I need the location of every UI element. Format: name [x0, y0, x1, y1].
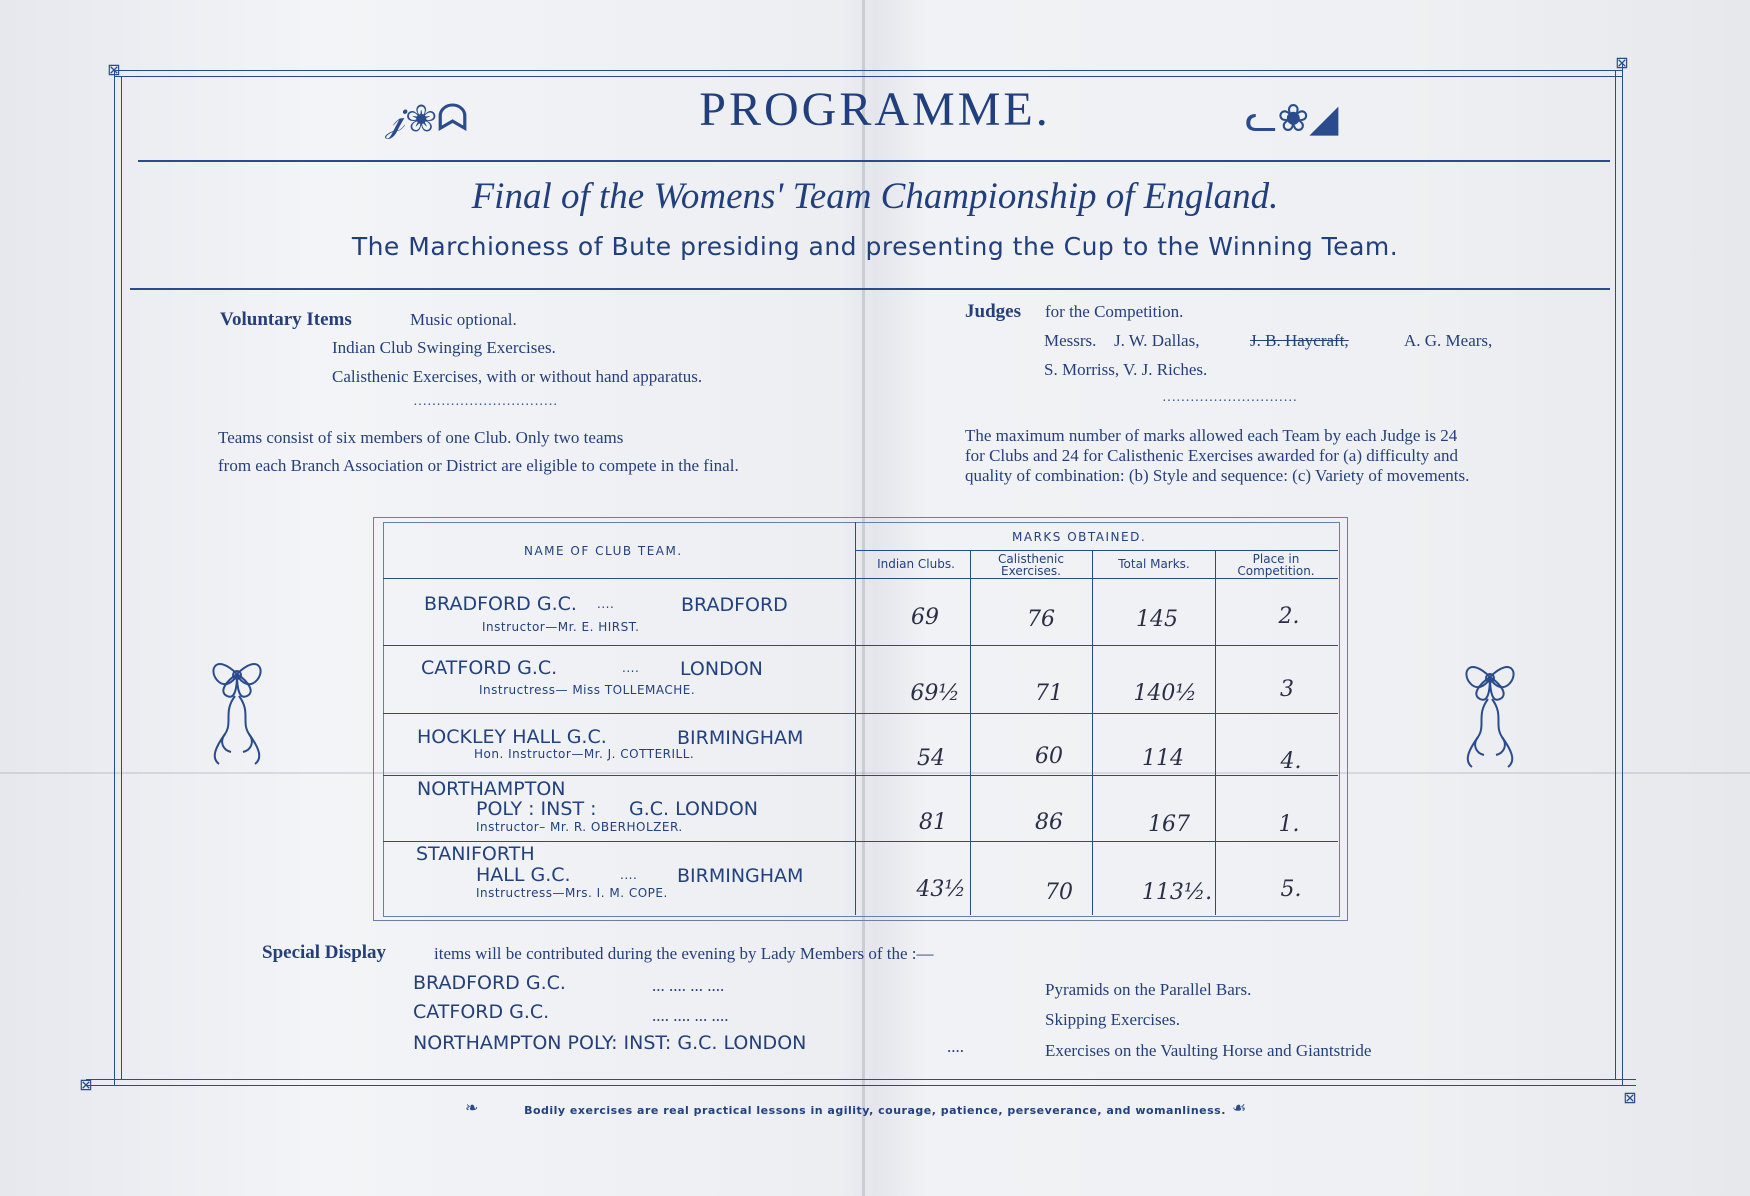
display-activity: Exercises on the Vaulting Horse and Giantstride [1045, 1041, 1372, 1060]
teams-rule-line: Teams consist of six members of one Club. Only two teams [218, 428, 624, 447]
flourish-left-icon: 𝒿❀ᗣ [385, 96, 469, 140]
calisthenic-mark: 76 [1027, 607, 1055, 632]
separator-dots: .... [947, 1037, 964, 1056]
special-display-intro: items will be contributed during the evening by Lady Members of the :— [434, 944, 934, 963]
instructor: Instructress— Miss TOLLEMACHE. [479, 683, 696, 697]
marks-header-rule [855, 550, 1338, 551]
subtitle-rule [130, 288, 1610, 290]
row-divider [383, 841, 1338, 842]
voluntary-heading: Voluntary Items [220, 309, 352, 330]
separator-dots: ... .... ... .... [652, 976, 725, 995]
dotted-divider: ····························· [1162, 394, 1298, 409]
voluntary-item: Calisthenic Exercises, with or without hand apparatus. [332, 367, 703, 386]
instructor: Hon. Instructor—Mr. J. COTTERILL. [474, 747, 695, 761]
club-town: BIRMINGHAM [677, 727, 804, 749]
display-club: NORTHAMPTON POLY: INST: G.C. LONDON [413, 1032, 807, 1054]
row-divider [383, 775, 1338, 776]
dotted-divider: ······························· [413, 398, 558, 413]
corner-ornament-icon: ⊠ [107, 60, 121, 79]
judges-messrs: Messrs. [1044, 331, 1097, 350]
display-club: BRADFORD G.C. [413, 972, 566, 994]
separator-dots: .... [622, 661, 640, 675]
separator-dots: .... [620, 868, 638, 882]
club-town: BRADFORD [681, 594, 788, 616]
club-town: BIRMINGHAM [677, 865, 804, 887]
row-divider [383, 713, 1338, 714]
club-name: HOCKLEY HALL G.C. [417, 726, 607, 748]
column-header-calisthenic [972, 553, 1090, 577]
judges-heading: Judges [965, 301, 1021, 322]
judge-name: A. G. Mears, [1404, 331, 1493, 350]
display-activity: Pyramids on the Parallel Bars. [1045, 980, 1252, 999]
max-marks-line: quality of combination: (b) Style and sequence: (c) Variety of movements. [965, 466, 1470, 485]
calisthenic-header-line-1: Calisthenic [998, 552, 1064, 566]
corner-ornament-icon: ⊠ [79, 1075, 93, 1094]
teams-rule-line: from each Branch Association or District are eligible to compete in the final. [218, 456, 739, 475]
judge-name: J. W. Dallas, [1114, 331, 1200, 350]
footer-flourish-left-icon: ❧ [465, 1098, 479, 1117]
page-title: PROGRAMME. [699, 83, 1051, 136]
column-divider [855, 522, 856, 915]
separator-dots: .... [597, 597, 615, 611]
border-left [114, 70, 115, 1085]
header-rule [383, 578, 1338, 579]
club-name: CATFORD G.C. [421, 657, 558, 679]
instructor: Instructor—Mr. E. HIRST. [482, 620, 640, 634]
total-mark: 114 [1142, 746, 1184, 771]
border-right-inner [1615, 70, 1616, 1079]
club-name-line-1: STANIFORTH [416, 843, 535, 865]
ribbon-bow-left-icon [205, 652, 269, 770]
club-name: HALL G.C. [476, 864, 571, 886]
club-town: G.C. LONDON [629, 798, 758, 820]
place-mark: 5. [1280, 877, 1302, 902]
display-club: CATFORD G.C. [413, 1001, 550, 1023]
display-activity: Skipping Exercises. [1045, 1010, 1181, 1029]
judges-line-2: S. Morriss, V. J. Riches. [1044, 360, 1208, 379]
place-mark: 2. [1278, 604, 1300, 629]
column-header-total: Total Marks. [1118, 557, 1190, 571]
total-mark: 145 [1136, 607, 1178, 632]
border-bottom [86, 1085, 1636, 1086]
club-town: LONDON [680, 658, 763, 680]
flourish-right-icon: ᓚ❀◢ [1245, 96, 1339, 140]
column-header-place [1218, 553, 1334, 577]
total-mark: 167 [1148, 812, 1190, 837]
separator-dots: .... .... ... .... [652, 1006, 729, 1025]
indian-clubs-mark: 81 [919, 810, 947, 835]
title-rule [138, 160, 1610, 162]
corner-ornament-icon: ⊠ [1615, 53, 1629, 72]
border-top [114, 70, 1622, 71]
event-subtitle: Final of the Womens' Team Championship of England. [471, 176, 1279, 217]
max-marks-line: The maximum number of marks allowed each Team by each Judge is 24 [965, 426, 1458, 445]
footer-flourish-right-icon: ☙ [1232, 1098, 1247, 1117]
place-mark: 1. [1278, 812, 1300, 837]
row-divider [383, 645, 1338, 646]
instructor: Instructress—Mrs. I. M. COPE. [476, 886, 668, 900]
column-divider [1215, 550, 1216, 915]
instructor: Instructor– Mr. R. OBERHOLZER. [476, 820, 683, 834]
column-header-indian-clubs: Indian Clubs. [877, 557, 955, 571]
border-bottom-inner [86, 1079, 1636, 1080]
place-mark: 4. [1280, 749, 1302, 774]
judge-name-struck: J. B. Haycraft, [1250, 331, 1349, 350]
column-header-name: NAME OF CLUB TEAM. [524, 544, 683, 558]
place-header-line-2: Competition. [1237, 564, 1315, 578]
column-header-marks: MARKS OBTAINED. [1012, 530, 1147, 544]
special-display-heading: Special Display [262, 942, 387, 963]
total-mark: 140½ [1133, 681, 1197, 706]
calisthenic-header-line-2: Exercises. [1001, 564, 1061, 578]
indian-clubs-mark: 69½ [910, 681, 960, 706]
judges-intro: for the Competition. [1045, 302, 1184, 321]
club-name: POLY : INST : [476, 798, 597, 820]
calisthenic-mark: 60 [1035, 744, 1063, 769]
club-name-line-1: NORTHAMPTON [417, 778, 566, 800]
calisthenic-mark: 71 [1035, 681, 1063, 706]
calisthenic-mark: 86 [1035, 810, 1063, 835]
corner-ornament-icon: ⊠ [1623, 1088, 1637, 1107]
total-mark: 113½. [1141, 880, 1213, 905]
place-mark: 3 [1280, 677, 1294, 702]
voluntary-item: Indian Club Swinging Exercises. [332, 338, 556, 357]
max-marks-line: for Clubs and 24 for Calisthenic Exercises awarded for (a) difficulty and [965, 446, 1458, 465]
border-left-inner [121, 76, 122, 1079]
indian-clubs-mark: 54 [917, 746, 945, 771]
club-name: BRADFORD G.C. [424, 593, 577, 615]
footer-motto: Bodily exercises are real practical lessons in agility, courage, patience, perseverance, and womanliness. [524, 1104, 1226, 1117]
place-header-line-1: Place in [1252, 552, 1300, 566]
border-top-inner [114, 76, 1622, 77]
column-divider [1092, 550, 1093, 915]
indian-clubs-mark: 43½ [916, 877, 966, 902]
presiding-line: The Marchioness of Bute presiding and presenting the Cup to the Winning Team. [351, 232, 1399, 261]
calisthenic-mark: 70 [1045, 880, 1073, 905]
music-optional: Music optional. [410, 310, 517, 329]
ribbon-bow-right-icon [1458, 655, 1522, 773]
indian-clubs-mark: 69 [911, 605, 939, 630]
